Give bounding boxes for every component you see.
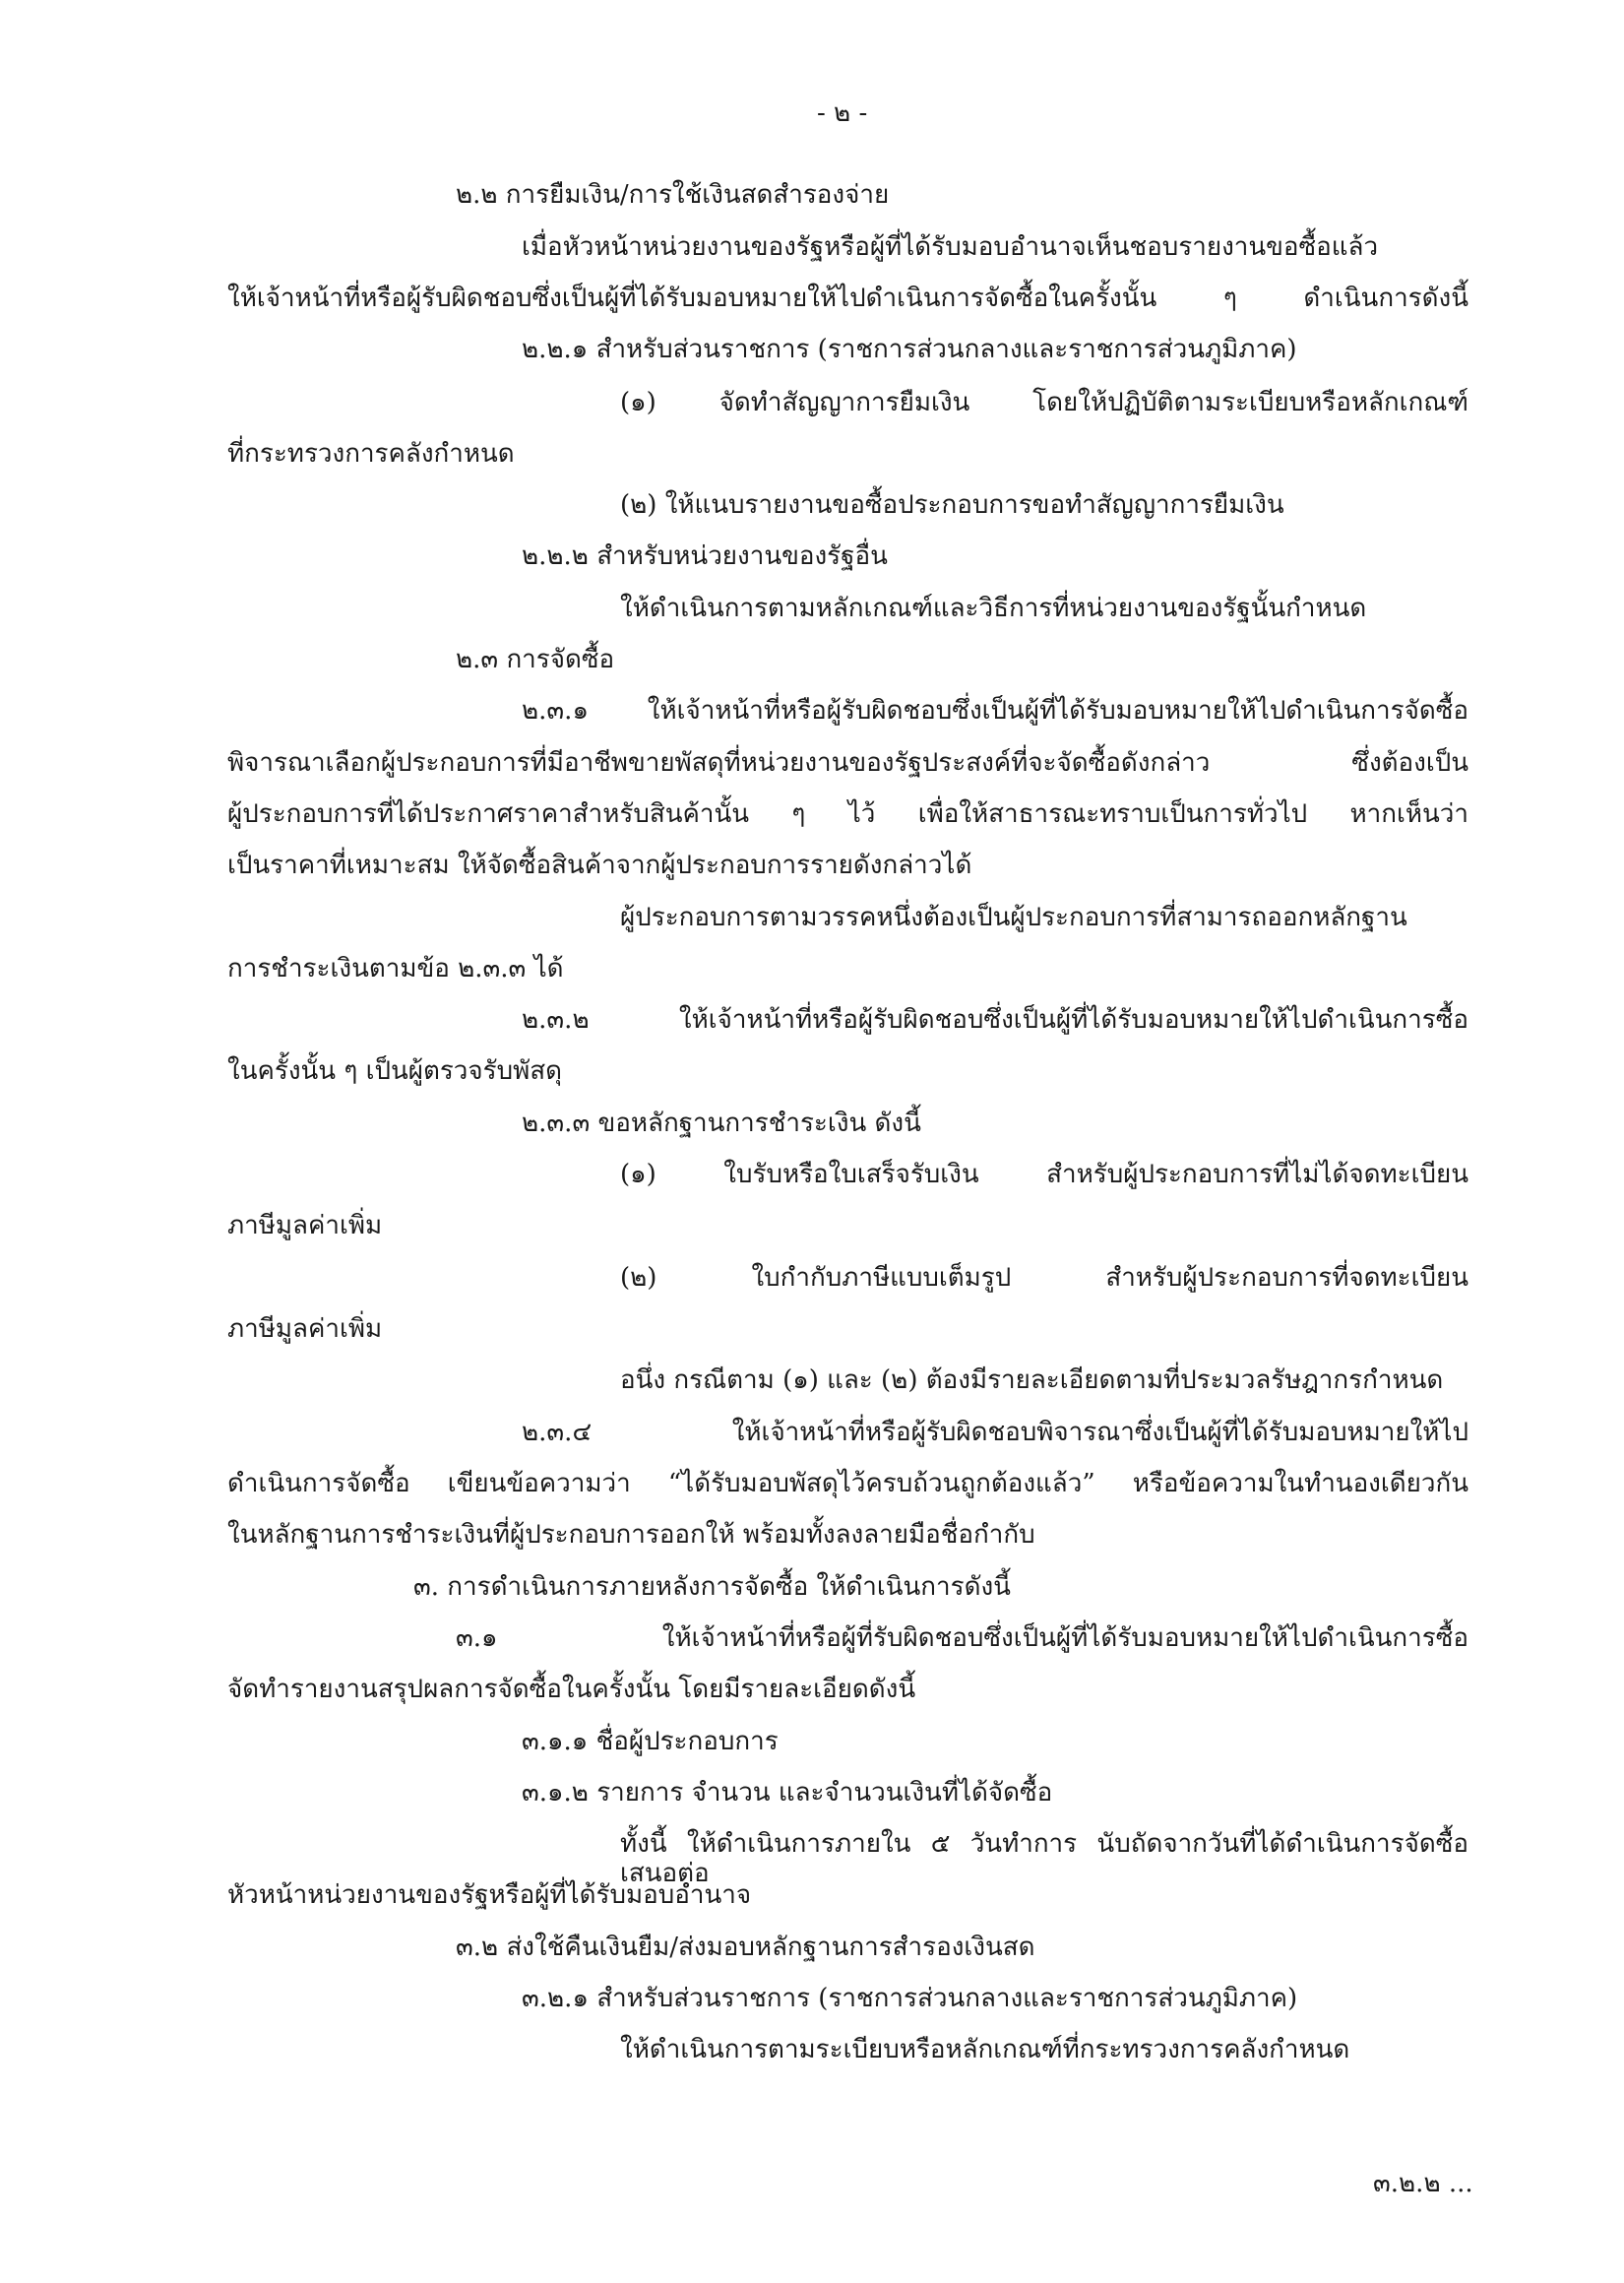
paragraph-line: หัวหน้าหน่วยงานของรัฐหรือผู้ที่ได้รับมอบอำนาจ [227, 1880, 752, 1910]
subsection-heading-3-1-2: ๓.๑.๒ รายการ จำนวน และจำนวนเงินที่ได้จัดซื้อ [522, 1778, 1053, 1807]
continuation-marker: ๓.๒.๒ ... [1373, 2169, 1473, 2198]
subsection-heading-2-2-2: ๒.๒.๒ สำหรับหน่วยงานของรัฐอื่น [522, 541, 888, 571]
paragraph-line: อนึ่ง กรณีตาม (๑) และ (๒) ต้องมีรายละเอียดตามที่ประมวลรัษฎากรกำหนด [620, 1365, 1444, 1395]
subsection-heading-3-2-1: ๓.๒.๑ สำหรับส่วนราชการ (ราชการส่วนกลางและราชการส่วนภูมิภาค) [522, 1984, 1298, 2013]
paragraph-line: ภาษีมูลค่าเพิ่ม [227, 1211, 383, 1240]
paragraph-line: ๒.๓.๑ ให้เจ้าหน้าที่หรือผู้รับผิดชอบซึ่งเป็นผู้ที่ได้รับมอบหมายให้ไปดำเนินการจัดซื้อ [522, 696, 1468, 726]
subsection-heading-2-3-3: ๒.๓.๓ ขอหลักฐานการชำระเงิน ดังนี้ [522, 1109, 921, 1138]
paragraph-line: จัดทำรายงานสรุปผลการจัดซื้อในครั้งนั้น โดยมีรายละเอียดดังนี้ [227, 1675, 916, 1704]
paragraph-line: ในครั้งนั้น ๆ เป็นผู้ตรวจรับพัสดุ [227, 1056, 563, 1086]
paragraph-line: (๒) ให้แนบรายงานขอซื้อประกอบการขอทำสัญญาการยืมเงิน [620, 490, 1284, 520]
subsection-heading-2-2-1: ๒.๒.๑ สำหรับส่วนราชการ (ราชการส่วนกลางและราชการส่วนภูมิภาค) [522, 335, 1297, 364]
subsection-heading-3-1-1: ๓.๑.๑ ชื่อผู้ประกอบการ [522, 1727, 779, 1756]
paragraph-line: ทั้งนี้ ให้ดำเนินการภายใน ๕ วันทำการ นับถัดจากวันที่ได้ดำเนินการจัดซื้อเสนอต่อ [620, 1829, 1468, 1888]
paragraph-line: ดำเนินการจัดซื้อ เขียนข้อความว่า “ได้รับมอบพัสดุไว้ครบถ้วนถูกต้องแล้ว” หรือข้อความในทำนองเดียวกัน [227, 1469, 1468, 1498]
paragraph-line: พิจารณาเลือกผู้ประกอบการที่มีอาชีพขายพัสดุที่หน่วยงานของรัฐประสงค์ที่จะจัดซื้อดังกล่าว ซึ่งต้องเป็น [227, 748, 1468, 778]
paragraph-line: ผู้ประกอบการตามวรรคหนึ่งต้องเป็นผู้ประกอบการที่สามารถออกหลักฐาน [620, 903, 1407, 932]
paragraph-line: เมื่อหัวหน้าหน่วยงานของรัฐหรือผู้ที่ได้รับมอบอำนาจเห็นชอบรายงานขอซื้อแล้ว [522, 232, 1379, 262]
paragraph-line: ให้เจ้าหน้าที่หรือผู้รับผิดชอบซึ่งเป็นผู้ที่ได้รับมอบหมายให้ไปดำเนินการจัดซื้อในครั้งนั้น ๆ ดำเนินการดังนี้ [227, 284, 1468, 313]
paragraph-line: เป็นราคาที่เหมาะสม ให้จัดซื้อสินค้าจากผู้ประกอบการรายดังกล่าวได้ [227, 851, 972, 880]
paragraph-line: ผู้ประกอบการที่ได้ประกาศราคาสำหรับสินค้านั้น ๆ ไว้ เพื่อให้สาธารณะทราบเป็นการทั่วไป หากเห็นว่า [227, 799, 1468, 829]
section-heading-2-2: ๒.๒ การยืมเงิน/การใช้เงินสดสำรองจ่าย [456, 180, 890, 210]
paragraph-line: (๑) ใบรับหรือใบเสร็จรับเงิน สำหรับผู้ประกอบการที่ไม่ได้จดทะเบียน [620, 1160, 1468, 1189]
paragraph-line: การชำระเงินตามข้อ ๒.๓.๓ ได้ [227, 954, 564, 983]
paragraph-line: ให้ดำเนินการตามหลักเกณฑ์และวิธีการที่หน่วยงานของรัฐนั้นกำหนด [620, 594, 1367, 623]
paragraph-line: (๒) ใบกำกับภาษีแบบเต็มรูป สำหรับผู้ประกอบการที่จดทะเบียน [620, 1263, 1468, 1293]
subsection-heading-2-3-4: ๒.๓.๔ ให้เจ้าหน้าที่หรือผู้รับผิดชอบพิจารณาซึ่งเป็นผู้ที่ได้รับมอบหมายให้ไป [522, 1418, 1468, 1447]
section-heading-2-3: ๒.๓ การจัดซื้อ [456, 645, 615, 674]
section-heading-3-2: ๓.๒ ส่งใช้คืนเงินยืม/ส่งมอบหลักฐานการสำรองเงินสด [456, 1933, 1035, 1962]
paragraph-line: ภาษีมูลค่าเพิ่ม [227, 1314, 383, 1344]
subsection-heading-2-3-2: ๒.๓.๒ ให้เจ้าหน้าที่หรือผู้รับผิดชอบซึ่งเป็นผู้ที่ได้รับมอบหมายให้ไปดำเนินการซื้อ [522, 1005, 1468, 1035]
section-heading-3-1: ๓.๑ ให้เจ้าหน้าที่หรือผู้ที่รับผิดชอบซึ่งเป็นผู้ที่ได้รับมอบหมายให้ไปดำเนินการซื้อ [456, 1623, 1468, 1653]
paragraph-line: ในหลักฐานการชำระเงินที่ผู้ประกอบการออกให้ พร้อมทั้งลงลายมือชื่อกำกับ [227, 1520, 1035, 1550]
paragraph-line: (๑) จัดทำสัญญาการยืมเงิน โดยให้ปฏิบัติตามระเบียบหรือหลักเกณฑ์ [620, 388, 1468, 417]
paragraph-line: ที่กระทรวงการคลังกำหนด [227, 439, 515, 469]
paragraph-line: ให้ดำเนินการตามระเบียบหรือหลักเกณฑ์ที่กระทรวงการคลังกำหนด [620, 2035, 1350, 2064]
section-heading-3: ๓. การดำเนินการภายหลังการจัดซื้อ ให้ดำเนินการดังนี้ [413, 1572, 1011, 1602]
page-number: - ๒ - [817, 98, 868, 128]
